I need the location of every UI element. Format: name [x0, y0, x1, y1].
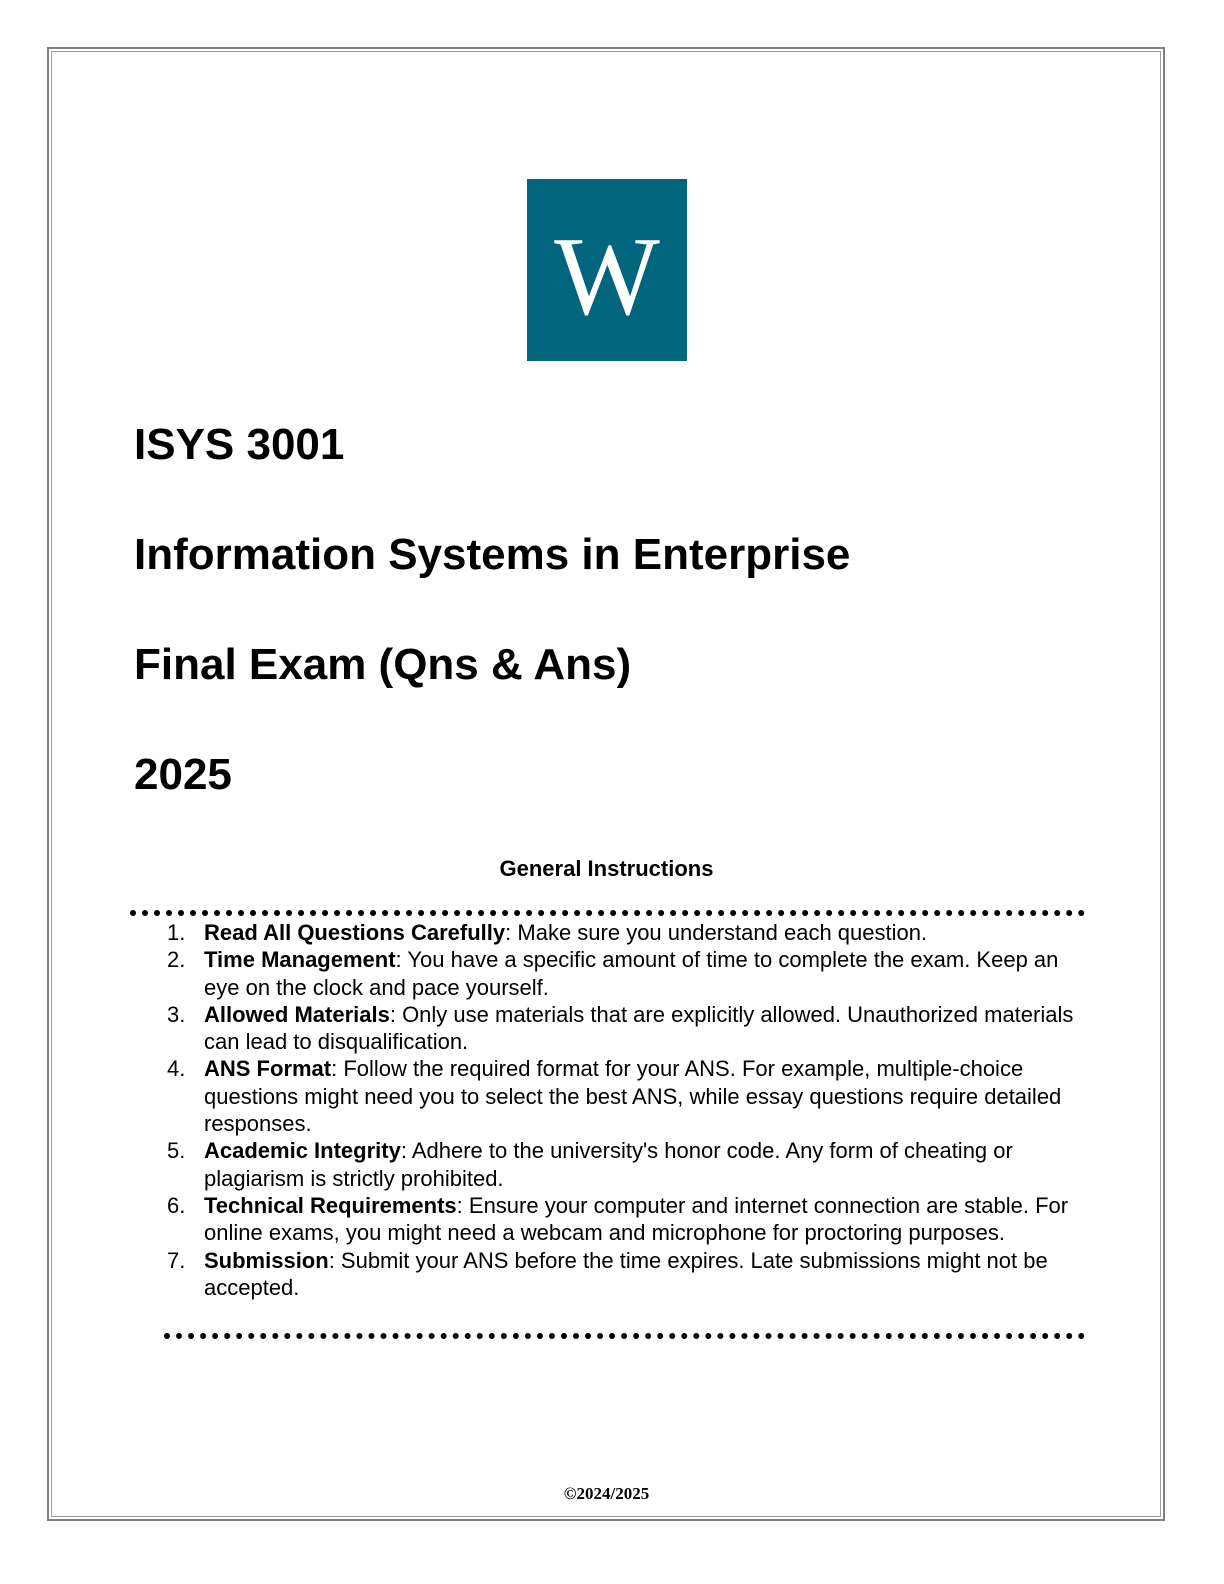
instruction-item [167, 919, 1087, 946]
instruction-number: 5. [167, 1138, 186, 1164]
instruction-term: Academic Integrity [204, 1138, 401, 1164]
instruction-text: : Adhere to the university's honor code. Any form of cheating or plagiarism is strictly prohibited. [204, 1138, 1013, 1191]
instructions-list [167, 919, 1087, 1301]
instruction-item [167, 1055, 1087, 1137]
instruction-text: : Follow the required format for your ANS. For example, multiple-choice questions might need you to select the best ANS, while essay questions require detailed responses. [204, 1056, 1062, 1137]
instruction-term: Technical Requirements [204, 1192, 457, 1218]
instruction-number: 7. [167, 1247, 186, 1273]
instruction-term: Submission [204, 1247, 329, 1273]
instruction-text: : Only use materials that are explicitly allowed. Unauthorized materials can lead to disqualification. [204, 1001, 1074, 1055]
instruction-number: 1. [167, 920, 186, 945]
university-logo [527, 179, 687, 361]
logo-letter: W [554, 215, 660, 339]
instruction-item [167, 1247, 1087, 1302]
instruction-text: : Ensure your computer and internet connection are stable. For online exams, you might need a webcam and microphone for proctoring purposes. [204, 1192, 1069, 1246]
instruction-item [167, 1137, 1087, 1192]
copyright-footer: ©2024/2025 [563, 1484, 650, 1503]
instruction-item [167, 1192, 1087, 1247]
instruction-number: 3. [167, 1001, 186, 1027]
instruction-term: ANS Format [204, 1056, 332, 1082]
instruction-text: : Make sure you understand each question. [505, 920, 928, 945]
instruction-item [167, 1001, 1087, 1056]
divider-top [130, 910, 1085, 916]
instruction-term: Time Management [204, 947, 396, 973]
instruction-text: : You have a specific amount of time to complete the exam. Keep an eye on the clock and pace yourself. [204, 947, 1059, 1000]
instruction-number: 2. [167, 947, 186, 973]
course-code: ISYS 3001 [134, 420, 345, 469]
w-logo-icon [527, 179, 687, 361]
instruction-item [167, 946, 1087, 1001]
instruction-number: 4. [167, 1056, 186, 1082]
instruction-term: Allowed Materials [204, 1001, 390, 1027]
instruction-term: Read All Questions Carefully [204, 920, 506, 945]
exam-year: 2025 [134, 750, 232, 799]
course-name: Information Systems in Enterprise [134, 530, 851, 579]
divider-bottom [164, 1333, 1085, 1339]
instruction-number: 6. [167, 1192, 186, 1218]
instructions-heading: General Instructions [499, 856, 714, 881]
instruction-text: : Submit your ANS before the time expires. Late submissions might not be accepted. [204, 1247, 1048, 1300]
exam-title: Final Exam (Qns & Ans) [134, 640, 632, 689]
